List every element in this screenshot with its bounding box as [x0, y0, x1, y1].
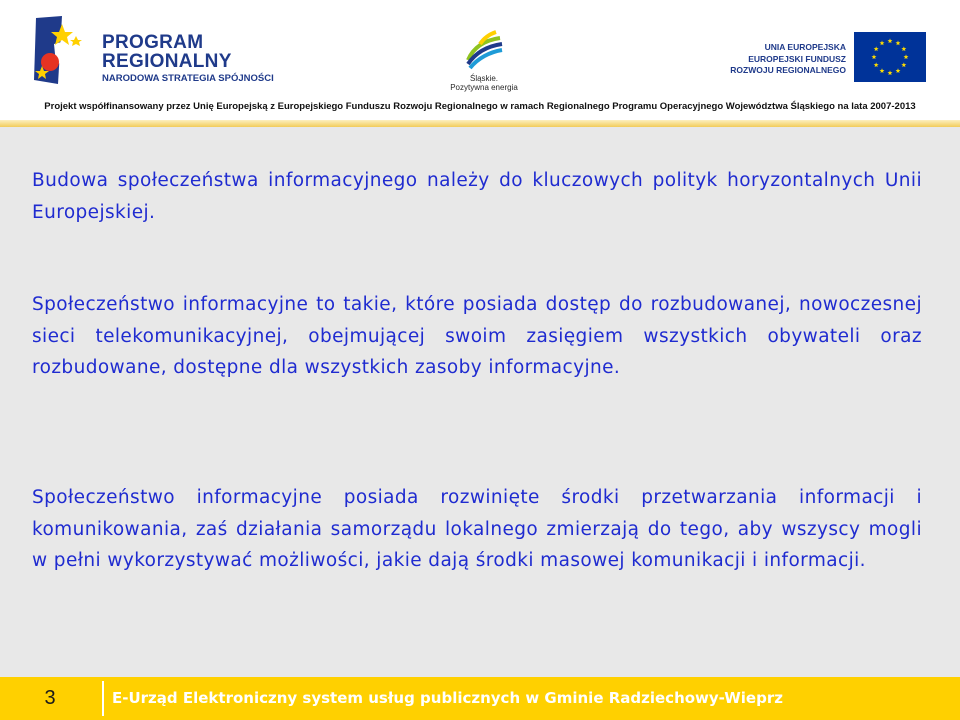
program-title-line1: PROGRAM: [102, 32, 204, 53]
footer-title: E-Urząd Elektroniczny system usług publicznych w Gminie Radziechowy-Wieprz: [112, 689, 783, 707]
eu-fund-text: [730, 42, 846, 77]
eu-line2: EUROPEJSKI FUNDUSZ: [748, 53, 846, 64]
paragraph-information-society-policy: Budowa społeczeństwa informacyjnego należy do kluczowych polityk horyzontalnych Unii Europejskiej.: [32, 170, 922, 223]
paragraph-information-society-means: Społeczeństwo informacyjne posiada rozwinięte środki przetwarzania informacji i komunikowania, zaś działania samorządu lokalnego zmierzają do tego, aby wszyscy mogli w pełni wykorzystywać możliwości, jakie dają środki masowej komunikacji i informacji.: [32, 487, 922, 571]
eu-flag-icon: [854, 32, 926, 82]
program-regionalny-text: [102, 33, 274, 85]
paragraph-information-society-definition: Społeczeństwo informacyjne to takie, które posiada dostęp do rozbudowanej, nowoczesnej sieci telekomunikacyjnej, obejmującej swoim zasięgiem wszystkich obywateli oraz rozbudowane, dostępne dla wszystkich zasoby informacyjne.: [32, 294, 922, 378]
program-subtitle: NARODOWA STRATEGIA SPÓJNOŚCI: [102, 73, 274, 84]
content-area: [0, 127, 960, 677]
slaskie-wave-icon: [462, 30, 506, 70]
footer-bar: [0, 677, 960, 720]
header-banner: [0, 0, 960, 124]
eu-line3: ROZWOJU REGIONALNEGO: [730, 65, 846, 75]
program-title-line2: REGIONALNY: [102, 51, 232, 72]
header-gold-band: [0, 120, 960, 127]
footer-divider: [102, 681, 104, 716]
project-cofinancing-line: Projekt współfinansowany przez Unię Europejską z Europejskiego Funduszu Rozwoju Regionalnego w ramach Regionalnego Programu Operacyjnego Województwa Śląskiego na lata 2007-2013: [44, 101, 916, 112]
silesia-name: Śląskie.: [469, 74, 498, 83]
silesia-logo: [444, 30, 524, 92]
silesia-tagline: Pozytywna energia: [450, 83, 518, 92]
page-number: 3: [44, 687, 56, 709]
program-regionalny-logo-icon: [32, 14, 102, 86]
eu-line1: UNIA EUROPEJSKA: [764, 42, 846, 52]
